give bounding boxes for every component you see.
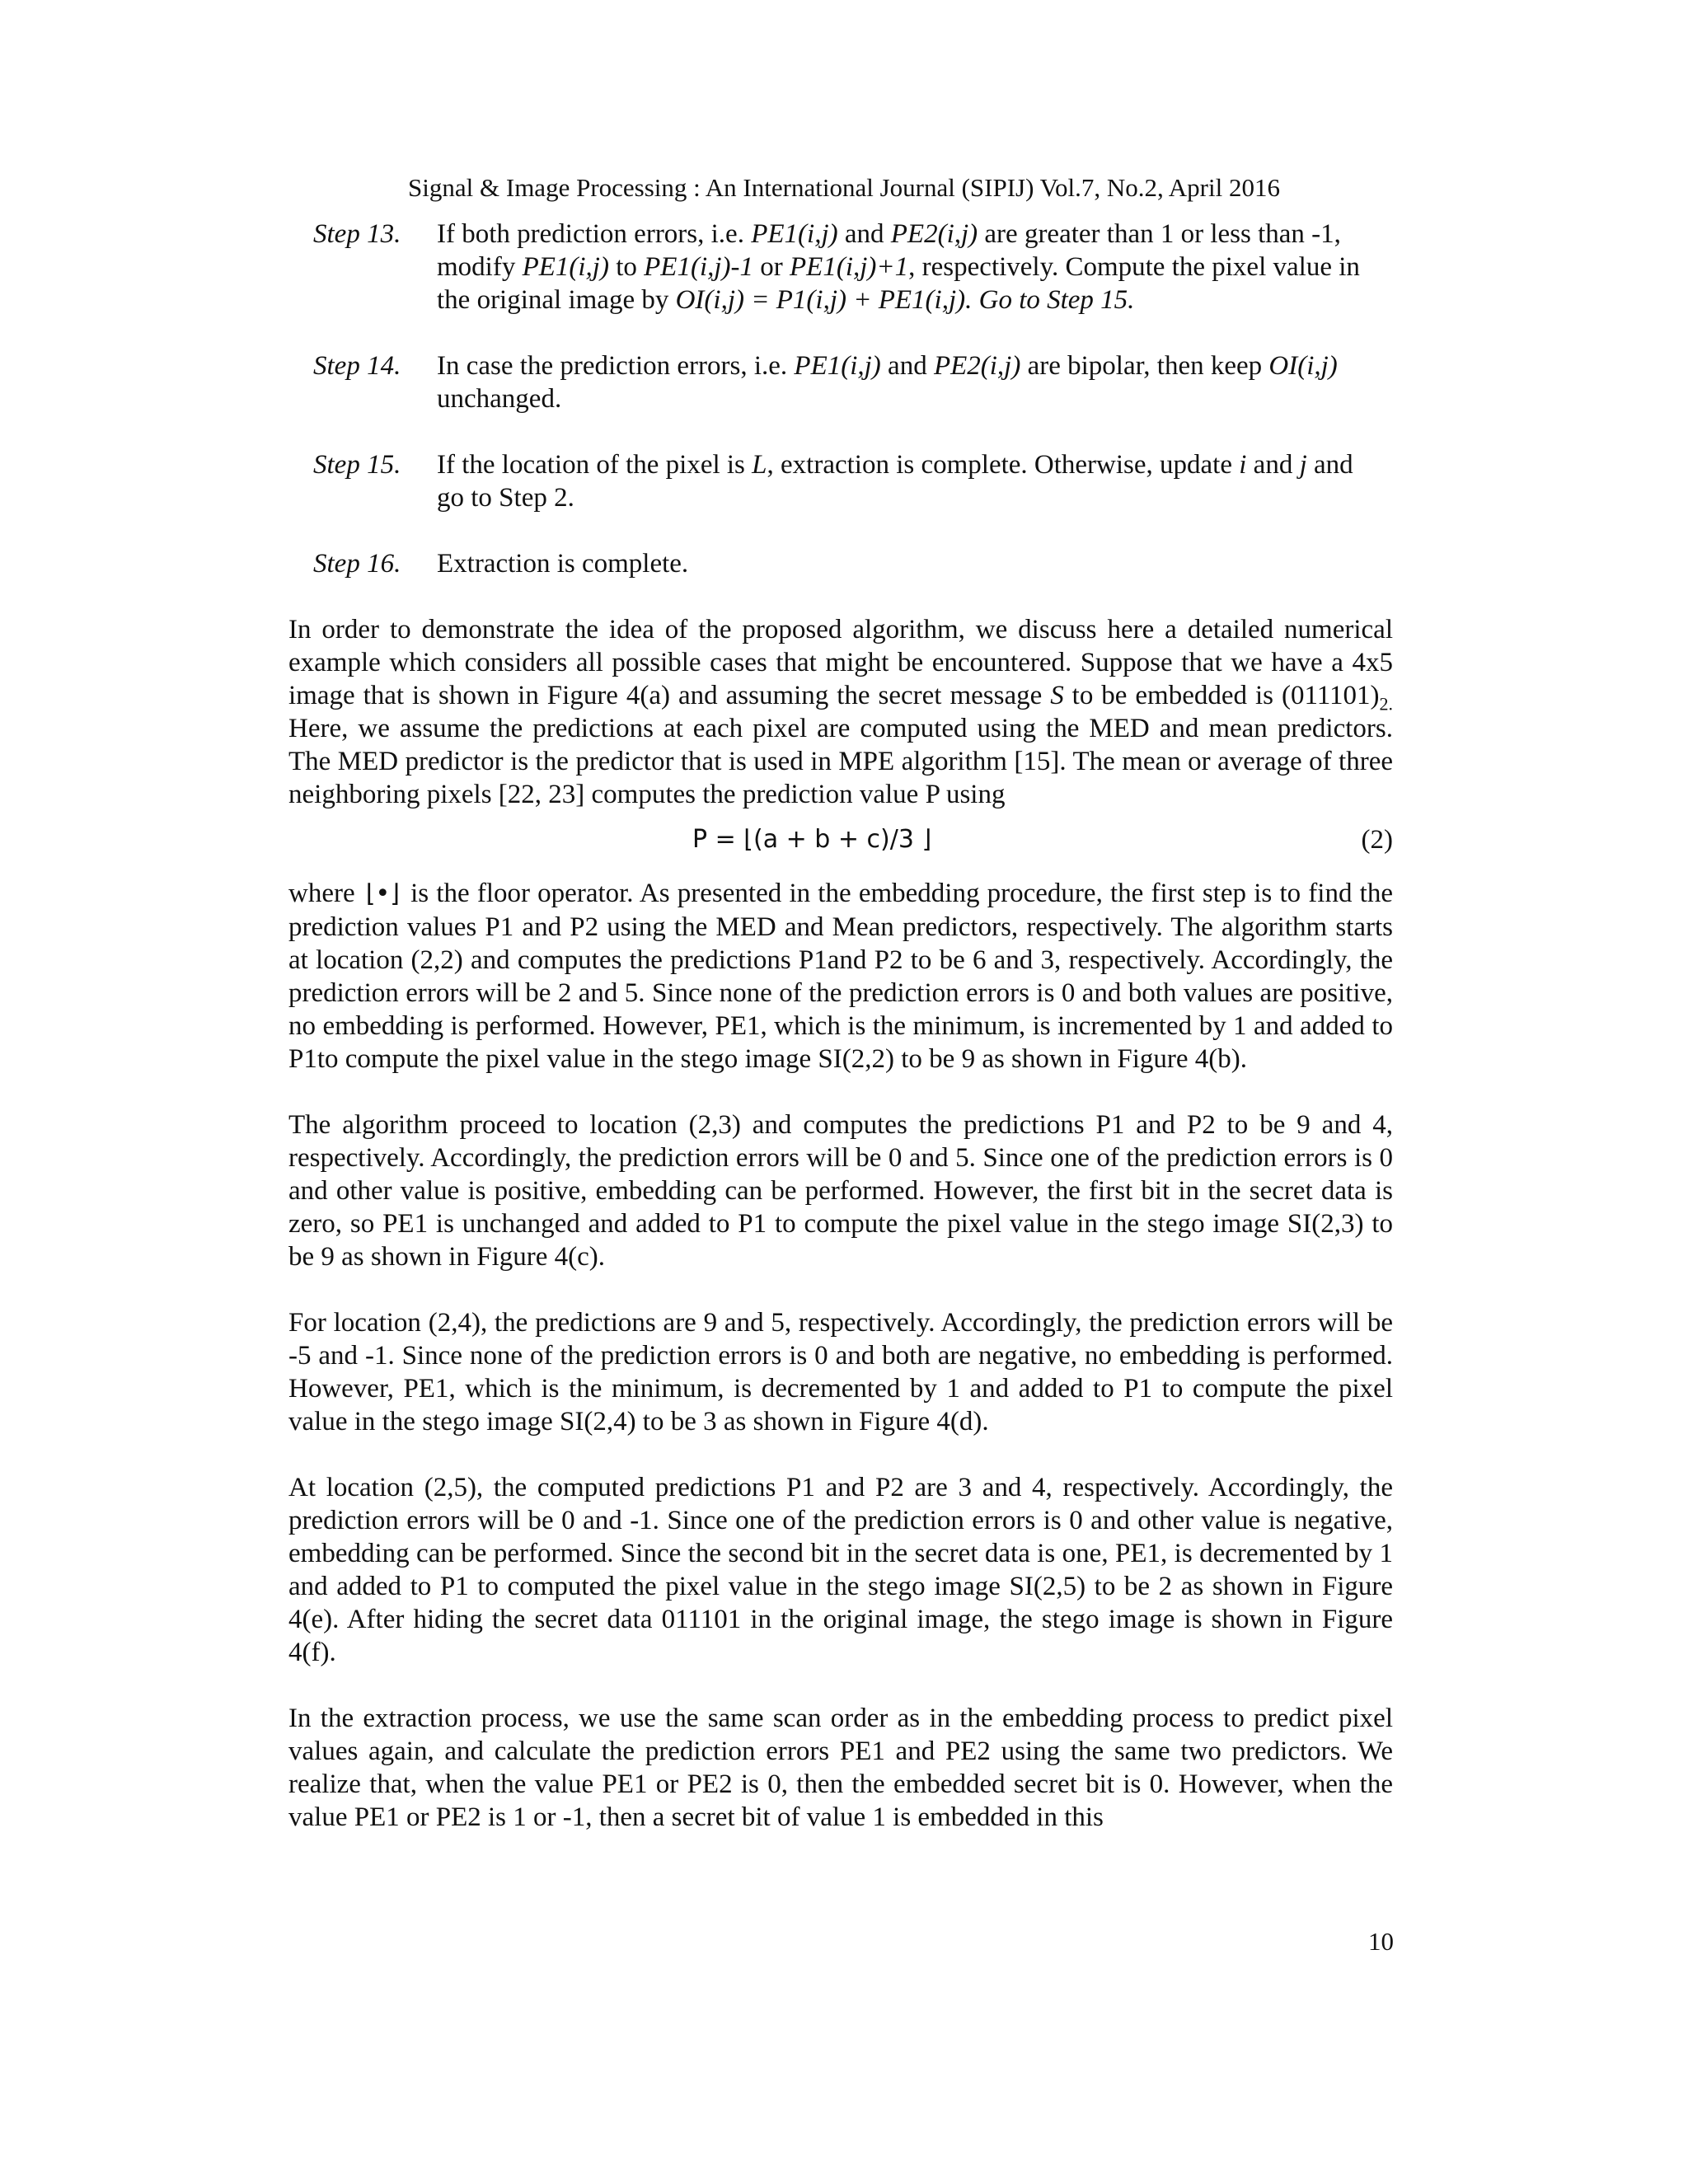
step-text: If the location of the pixel is L, extraction is complete. Otherwise, update i and j and go to Step 2. [437, 450, 1353, 513]
intro-paragraph: In order to demonstrate the idea of the proposed algorithm, we discuss here a detailed numerical example which considers all possible cases that might be encountered. Suppose that we have a 4x5 image that is shown in Figure 4(a) and assuming the secret message S to be embedded is $(011101)_{2.}$ Here, we assume the predictions at each pixel are computed using the MED and mean predictors. The MED predictor is the predictor that is used in MPE algorithm [15]. The mean or average of three neighboring pixels [22, 23] computes the prediction value P using [288, 615, 1393, 809]
running-header: Signal & Image Processing : An International Journal (SIPIJ) Vol.7, No.2, April 2016 [408, 173, 1280, 202]
main-content [288, 218, 1393, 1834]
step-text: If both prediction errors, i.e. PE1(i,j) and PE2(i,j) are greater than 1 or less than -1, modify PE1(i,j) to PE1(i,j)-1 or PE1(i,j)+1, respectively. Compute the pixel value in the original image by OI(i,j) = P1(i,j) + PE1(i,j). Go to Step 15. [437, 219, 1360, 315]
equation-body: P = ⌊(a + b + c)/3 ⌋ [692, 825, 932, 854]
step-label: Step 15. [313, 450, 401, 480]
body-paragraph: For location (2,4), the predictions are 9 and 5, respectively. Accordingly, the prediction errors will be -5 and -1. Since none of the prediction errors is 0 and both are negative, no embedding is performed. However, PE1, which is the minimum, is decremented by 1 and added to P1 to compute the pixel value in the stego image SI(2,4) to be 3 as shown in Figure 4(d). [288, 1308, 1393, 1436]
step-13 [288, 218, 1393, 316]
step-14 [288, 349, 1393, 415]
step-16 [288, 547, 1393, 580]
equation-number: (2) [1361, 825, 1393, 855]
step-text: In case the prediction errors, i.e. PE1(i,j) and PE2(i,j) are bipolar, then keep OI(i,j) unchanged. [437, 351, 1338, 414]
step-label: Step 13. [313, 219, 401, 249]
step-15 [288, 448, 1393, 514]
floor-symbol: ⌊•⌋ [365, 879, 400, 908]
body-paragraph: The algorithm proceed to location (2,3) and computes the predictions P1 and P2 to be 9 and 4, respectively. Accordingly, the prediction errors will be 0 and 5. Since one of the prediction errors is 0 and other value is positive, embedding can be performed. However, the first bit in the secret data is zero, so PE1 is unchanged and added to P1 to compute the pixel value in the stego image SI(2,3) to be 9 as shown in Figure 4(c). [288, 1110, 1393, 1272]
step-text: Extraction is complete. [437, 549, 689, 579]
step-label: Step 16. [313, 549, 401, 579]
step-label: Step 14. [313, 351, 401, 381]
body-paragraph: At location (2,5), the computed predictions P1 and P2 are 3 and 4, respectively. Accordingly, the prediction errors will be 0 and -1. Since one of the prediction errors is 0 and other value is negative, embedding can be performed. Since the second bit in the secret data is one, PE1, is decremented by 1 and added to P1 to computed the pixel value in the stego image SI(2,5) to be 2 as shown in Figure 4(e). After hiding the secret data 011101 in the original image, the stego image is shown in Figure 4(f). [288, 1473, 1393, 1667]
body-paragraph: In the extraction process, we use the same scan order as in the embedding process to predict pixel values again, and calculate the prediction errors PE1 and PE2 using the same two predictors. We realize that, when the value PE1 or PE2 is 0, then the embedded secret bit is 0. However, when the value PE1 or PE2 is 1 or -1, then a secret bit of value 1 is embedded in this [288, 1704, 1393, 1832]
floor-operator-paragraph: where ⌊•⌋ is the floor operator. As presented in the embedding procedure, the first step is to find the prediction values P1 and P2 using the MED and Mean predictors, respectively. The algorithm starts at location (2,2) and computes the predictions P1and P2 to be 6 and 3, respectively. Accordingly, the prediction errors will be 2 and 5. Since none of the prediction errors is 0 and both values are positive, no embedding is performed. However, PE1, which is the minimum, is incremented by 1 and added to P1to compute the pixel value in the stego image SI(2,2) to be 9 as shown in Figure 4(b). [288, 879, 1393, 1074]
equation-2 [288, 823, 1393, 856]
page-number: 10 [1368, 1927, 1394, 1956]
